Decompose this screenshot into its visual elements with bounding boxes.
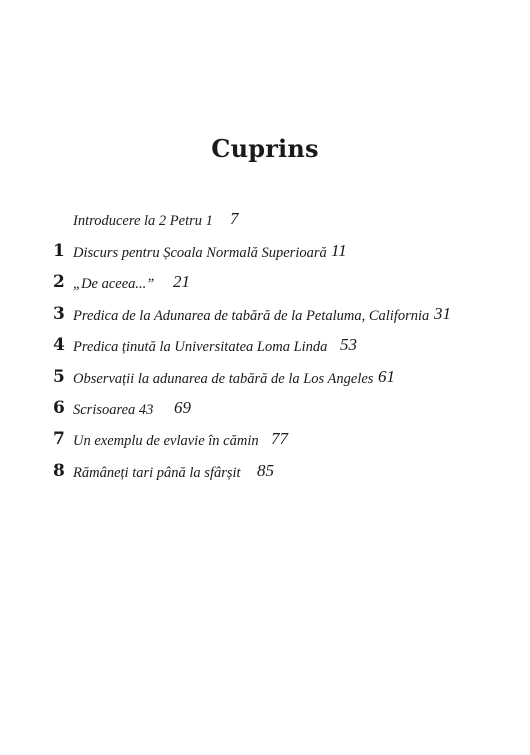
chapter-title: Predica ținută la Universitatea Loma Linda bbox=[73, 339, 328, 355]
page-number: 21 bbox=[173, 272, 190, 291]
toc-entry-1[interactable] bbox=[0, 239, 530, 263]
chapter-number: 6 bbox=[53, 398, 65, 418]
chapter-number: 1 bbox=[53, 241, 65, 261]
chapter-title: Predica de la Adunarea de tabără de la Petaluma, California bbox=[73, 308, 430, 324]
chapter-number: 4 bbox=[53, 335, 65, 355]
chapter-title: Rămâneți tari până la sfârșit bbox=[73, 465, 241, 481]
page-number: 69 bbox=[174, 398, 191, 417]
chapter-number: 2 bbox=[53, 272, 65, 292]
toc-entry-intro[interactable] bbox=[0, 207, 530, 231]
toc-entry-6[interactable] bbox=[0, 396, 530, 420]
chapter-number: 8 bbox=[53, 461, 65, 481]
page-number: 7 bbox=[230, 209, 239, 228]
chapter-number: 7 bbox=[53, 429, 65, 449]
page-number: 53 bbox=[340, 335, 357, 354]
toc-entry-7[interactable] bbox=[0, 427, 530, 451]
toc-entry-2[interactable] bbox=[0, 270, 530, 294]
page-number: 31 bbox=[434, 304, 451, 323]
chapter-title: Introducere la 2 Petru 1 bbox=[73, 213, 213, 229]
chapter-title: Un exemplu de evlavie în cămin bbox=[73, 433, 259, 449]
chapter-title: Discurs pentru Școala Normală Superioară bbox=[73, 245, 327, 261]
page-number: 61 bbox=[378, 367, 395, 386]
toc-entry-8[interactable] bbox=[0, 459, 530, 483]
chapter-number: 5 bbox=[53, 367, 65, 387]
chapter-title: „De aceea...” bbox=[73, 276, 155, 292]
page-title: Cuprins bbox=[211, 134, 319, 163]
toc-entry-4[interactable] bbox=[0, 333, 530, 357]
chapter-title: Observații la adunarea de tabără de la Los Angeles bbox=[73, 371, 374, 387]
toc-entry-5[interactable] bbox=[0, 365, 530, 389]
page-number: 11 bbox=[331, 241, 347, 260]
chapter-title: Scrisoarea 43 bbox=[73, 402, 154, 418]
page-number: 77 bbox=[271, 429, 288, 448]
toc-entry-3[interactable] bbox=[0, 302, 530, 326]
page-number: 85 bbox=[257, 461, 274, 480]
chapter-number: 3 bbox=[53, 304, 65, 324]
